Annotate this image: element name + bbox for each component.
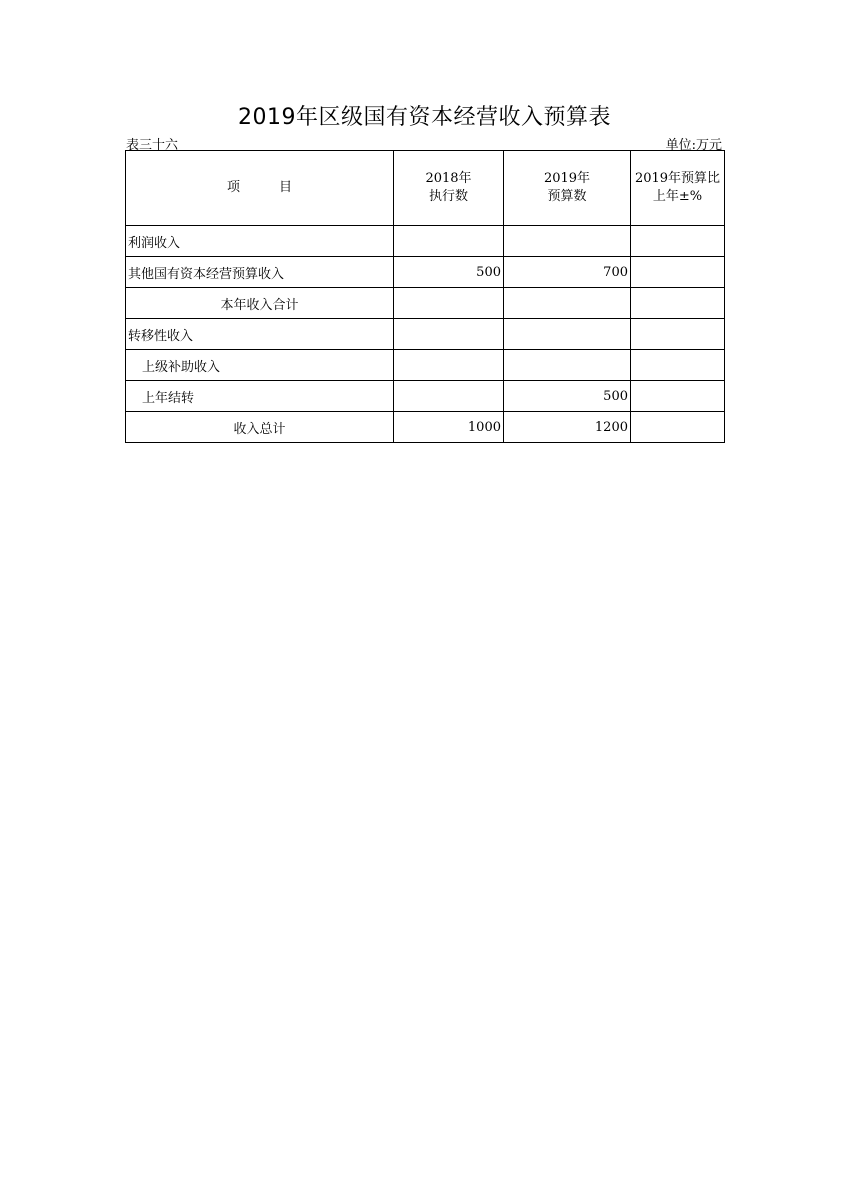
row-label: 收入总计 xyxy=(126,412,394,443)
header-budget-2019 xyxy=(504,151,631,226)
row-exec-2018 xyxy=(394,319,504,350)
row-label: 利润收入 xyxy=(126,226,394,257)
header-ratio xyxy=(631,151,725,226)
row-exec-2018 xyxy=(394,381,504,412)
row-ratio xyxy=(631,319,725,350)
row-exec-2018: 1000 xyxy=(394,412,504,443)
header-budget-2019-line2: 预算数 xyxy=(547,189,587,204)
row-label: 本年收入合计 xyxy=(126,288,394,319)
row-exec-2018 xyxy=(394,226,504,257)
table-row xyxy=(126,381,725,412)
row-label: 上年结转 xyxy=(126,381,394,412)
row-ratio xyxy=(631,381,725,412)
header-ratio-line1: 2019年预算比 xyxy=(634,171,721,186)
row-ratio xyxy=(631,412,725,443)
row-budget-2019: 1200 xyxy=(504,412,631,443)
table-row xyxy=(126,350,725,381)
row-exec-2018 xyxy=(394,288,504,319)
table-row xyxy=(126,257,725,288)
table-code: 表三十六 xyxy=(126,138,179,153)
row-budget-2019: 700 xyxy=(504,257,631,288)
unit-label: 单位:万元 xyxy=(665,138,722,153)
table-row-total xyxy=(126,412,725,443)
row-exec-2018 xyxy=(394,350,504,381)
row-label: 上级补助收入 xyxy=(126,350,394,381)
row-budget-2019 xyxy=(504,288,631,319)
header-exec-2018 xyxy=(394,151,504,226)
row-exec-2018: 500 xyxy=(394,257,504,288)
row-label: 转移性收入 xyxy=(126,319,394,350)
header-exec-2018-line2: 执行数 xyxy=(428,189,468,204)
row-ratio xyxy=(631,257,725,288)
table-header-row xyxy=(126,151,725,226)
budget-table xyxy=(125,150,725,443)
row-budget-2019 xyxy=(504,319,631,350)
header-item xyxy=(126,151,394,226)
row-budget-2019 xyxy=(504,226,631,257)
table-row xyxy=(126,288,725,319)
table-row xyxy=(126,226,725,257)
row-label: 其他国有资本经营预算收入 xyxy=(126,257,394,288)
table-row xyxy=(126,319,725,350)
header-item-label: 项 目 xyxy=(226,180,292,195)
row-ratio xyxy=(631,226,725,257)
row-ratio xyxy=(631,288,725,319)
header-ratio-line2: 上年±% xyxy=(652,189,703,204)
page-title: 2019年区级国有资本经营收入预算表 xyxy=(238,105,611,130)
row-budget-2019 xyxy=(504,350,631,381)
row-ratio xyxy=(631,350,725,381)
row-budget-2019: 500 xyxy=(504,381,631,412)
header-exec-2018-line1: 2018年 xyxy=(425,171,472,186)
header-budget-2019-line1: 2019年 xyxy=(543,171,591,186)
